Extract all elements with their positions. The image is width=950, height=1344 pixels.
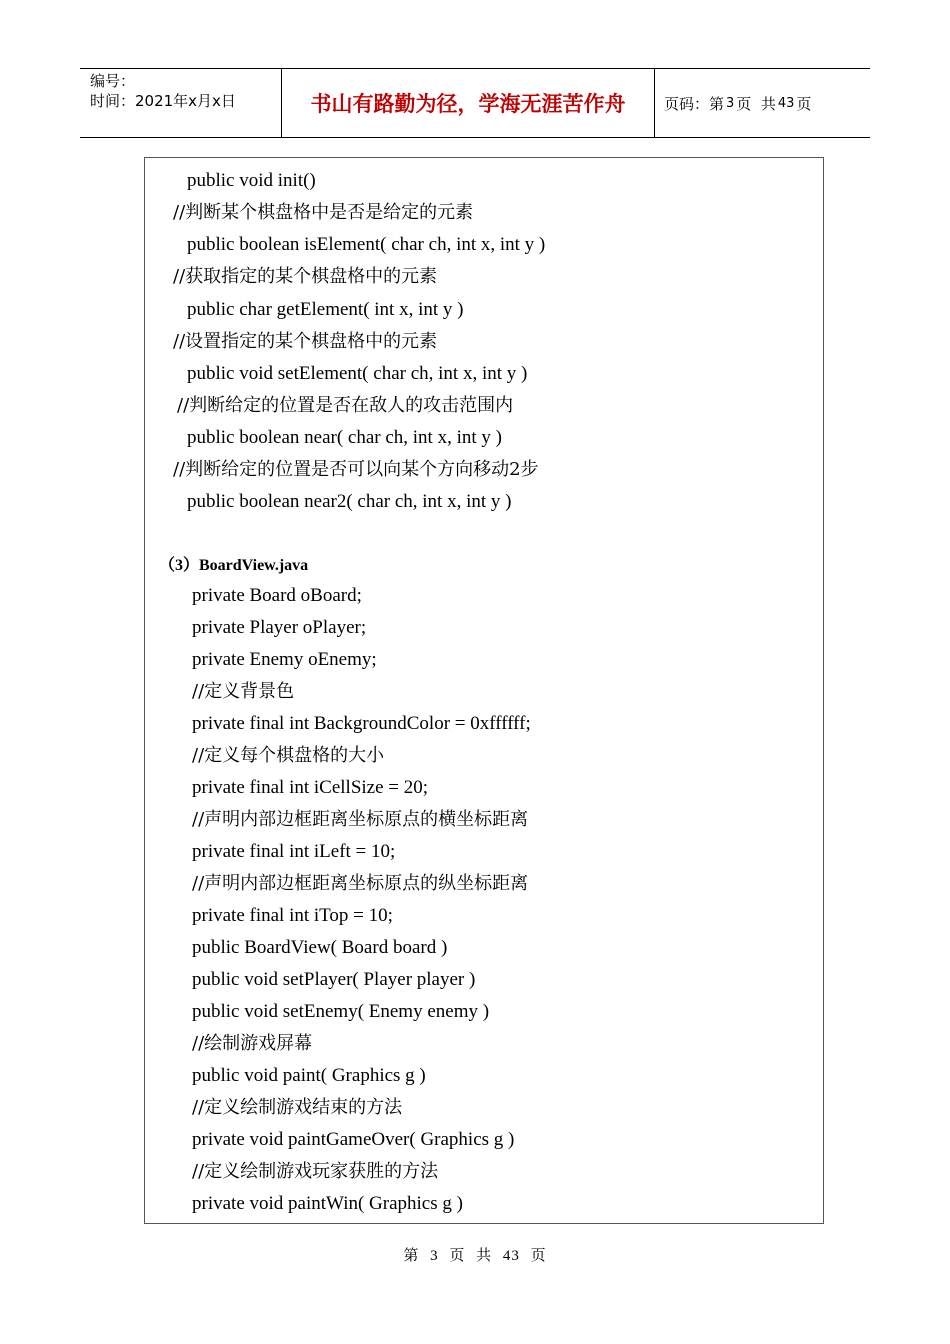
- code-line: private void paintWin( Graphics g ): [192, 1193, 463, 1214]
- code-line: private final int BackgroundColor = 0xffffff;: [192, 713, 531, 734]
- code-comment-line: //声明内部边框距离坐标原点的横坐标距离: [192, 809, 529, 830]
- code-line: public boolean near2( char ch, int x, int y ): [187, 491, 512, 512]
- code-comment-line: //定义每个棋盘格的大小: [192, 745, 385, 766]
- code-line: public void setPlayer( Player player ): [192, 969, 476, 990]
- page-footer: [0, 1244, 950, 1265]
- page-total: 43: [777, 95, 795, 111]
- code-line: private void paintGameOver( Graphics g ): [192, 1129, 515, 1150]
- code-line: public BoardView( Board board ): [192, 937, 448, 958]
- page-suffix: 页: [796, 94, 812, 113]
- code-comment-line: //获取指定的某个棋盘格中的元素: [173, 266, 438, 287]
- code-comment-line: //判断给定的位置是否在敌人的攻击范围内: [177, 395, 514, 416]
- header-meta: [80, 69, 282, 137]
- code-line: private final int iTop = 10;: [192, 905, 393, 926]
- code-comment-line: //判断给定的位置是否可以向某个方向移动2步: [173, 459, 539, 480]
- footer-mid2: 共: [476, 1248, 493, 1264]
- code-comment-line: //绘制游戏屏幕: [192, 1033, 313, 1054]
- footer-current: 3: [430, 1248, 439, 1264]
- code-line: public void init(): [187, 170, 316, 191]
- page-prefix: 页码：第: [664, 94, 725, 113]
- footer-suffix: 页: [530, 1248, 547, 1264]
- code-line: public boolean near( char ch, int x, int y ): [187, 427, 502, 448]
- code-comment-line: //判断某个棋盘格中是否是给定的元素: [173, 202, 474, 223]
- code-line: public boolean isElement( char ch, int x, int y ): [187, 234, 546, 255]
- header-motto: 书山有路勤为径，学海无涯苦作舟: [282, 69, 655, 137]
- code-line: public void paint( Graphics g ): [192, 1065, 426, 1086]
- code-line: private final int iLeft = 10;: [192, 841, 396, 862]
- header-page-info: [655, 69, 870, 137]
- code-line: public char getElement( int x, int y ): [187, 299, 464, 320]
- code-comment-line: //定义绘制游戏玩家获胜的方法: [192, 1161, 439, 1182]
- code-listing-box: [144, 157, 824, 1224]
- code-comment-line: //定义背景色: [192, 681, 295, 702]
- code-line: public void setEnemy( Enemy enemy ): [192, 1001, 490, 1022]
- code-line: private final int iCellSize = 20;: [192, 777, 429, 798]
- code-comment-line: //定义绘制游戏结束的方法: [192, 1097, 403, 1118]
- code-comment-line: //声明内部边框距离坐标原点的纵坐标距离: [192, 873, 529, 894]
- footer-total: 43: [502, 1248, 520, 1264]
- section-heading: （3）BoardView.java: [159, 557, 309, 574]
- code-line: public void setElement( char ch, int x, int y ): [187, 363, 528, 384]
- footer-mid1: 页: [449, 1248, 466, 1264]
- code-line: private Enemy oEnemy;: [192, 649, 377, 670]
- page-mid: 页 共: [736, 94, 776, 113]
- page-current: 3: [726, 95, 735, 111]
- document-date: 时间：2021年x月x日: [90, 92, 236, 110]
- code-line: private Player oPlayer;: [192, 617, 367, 638]
- page-header: [80, 68, 870, 138]
- footer-prefix: 第: [403, 1248, 420, 1264]
- code-line: private Board oBoard;: [192, 585, 362, 606]
- document-number-label: 编号：: [90, 72, 136, 90]
- code-comment-line: //设置指定的某个棋盘格中的元素: [173, 331, 438, 352]
